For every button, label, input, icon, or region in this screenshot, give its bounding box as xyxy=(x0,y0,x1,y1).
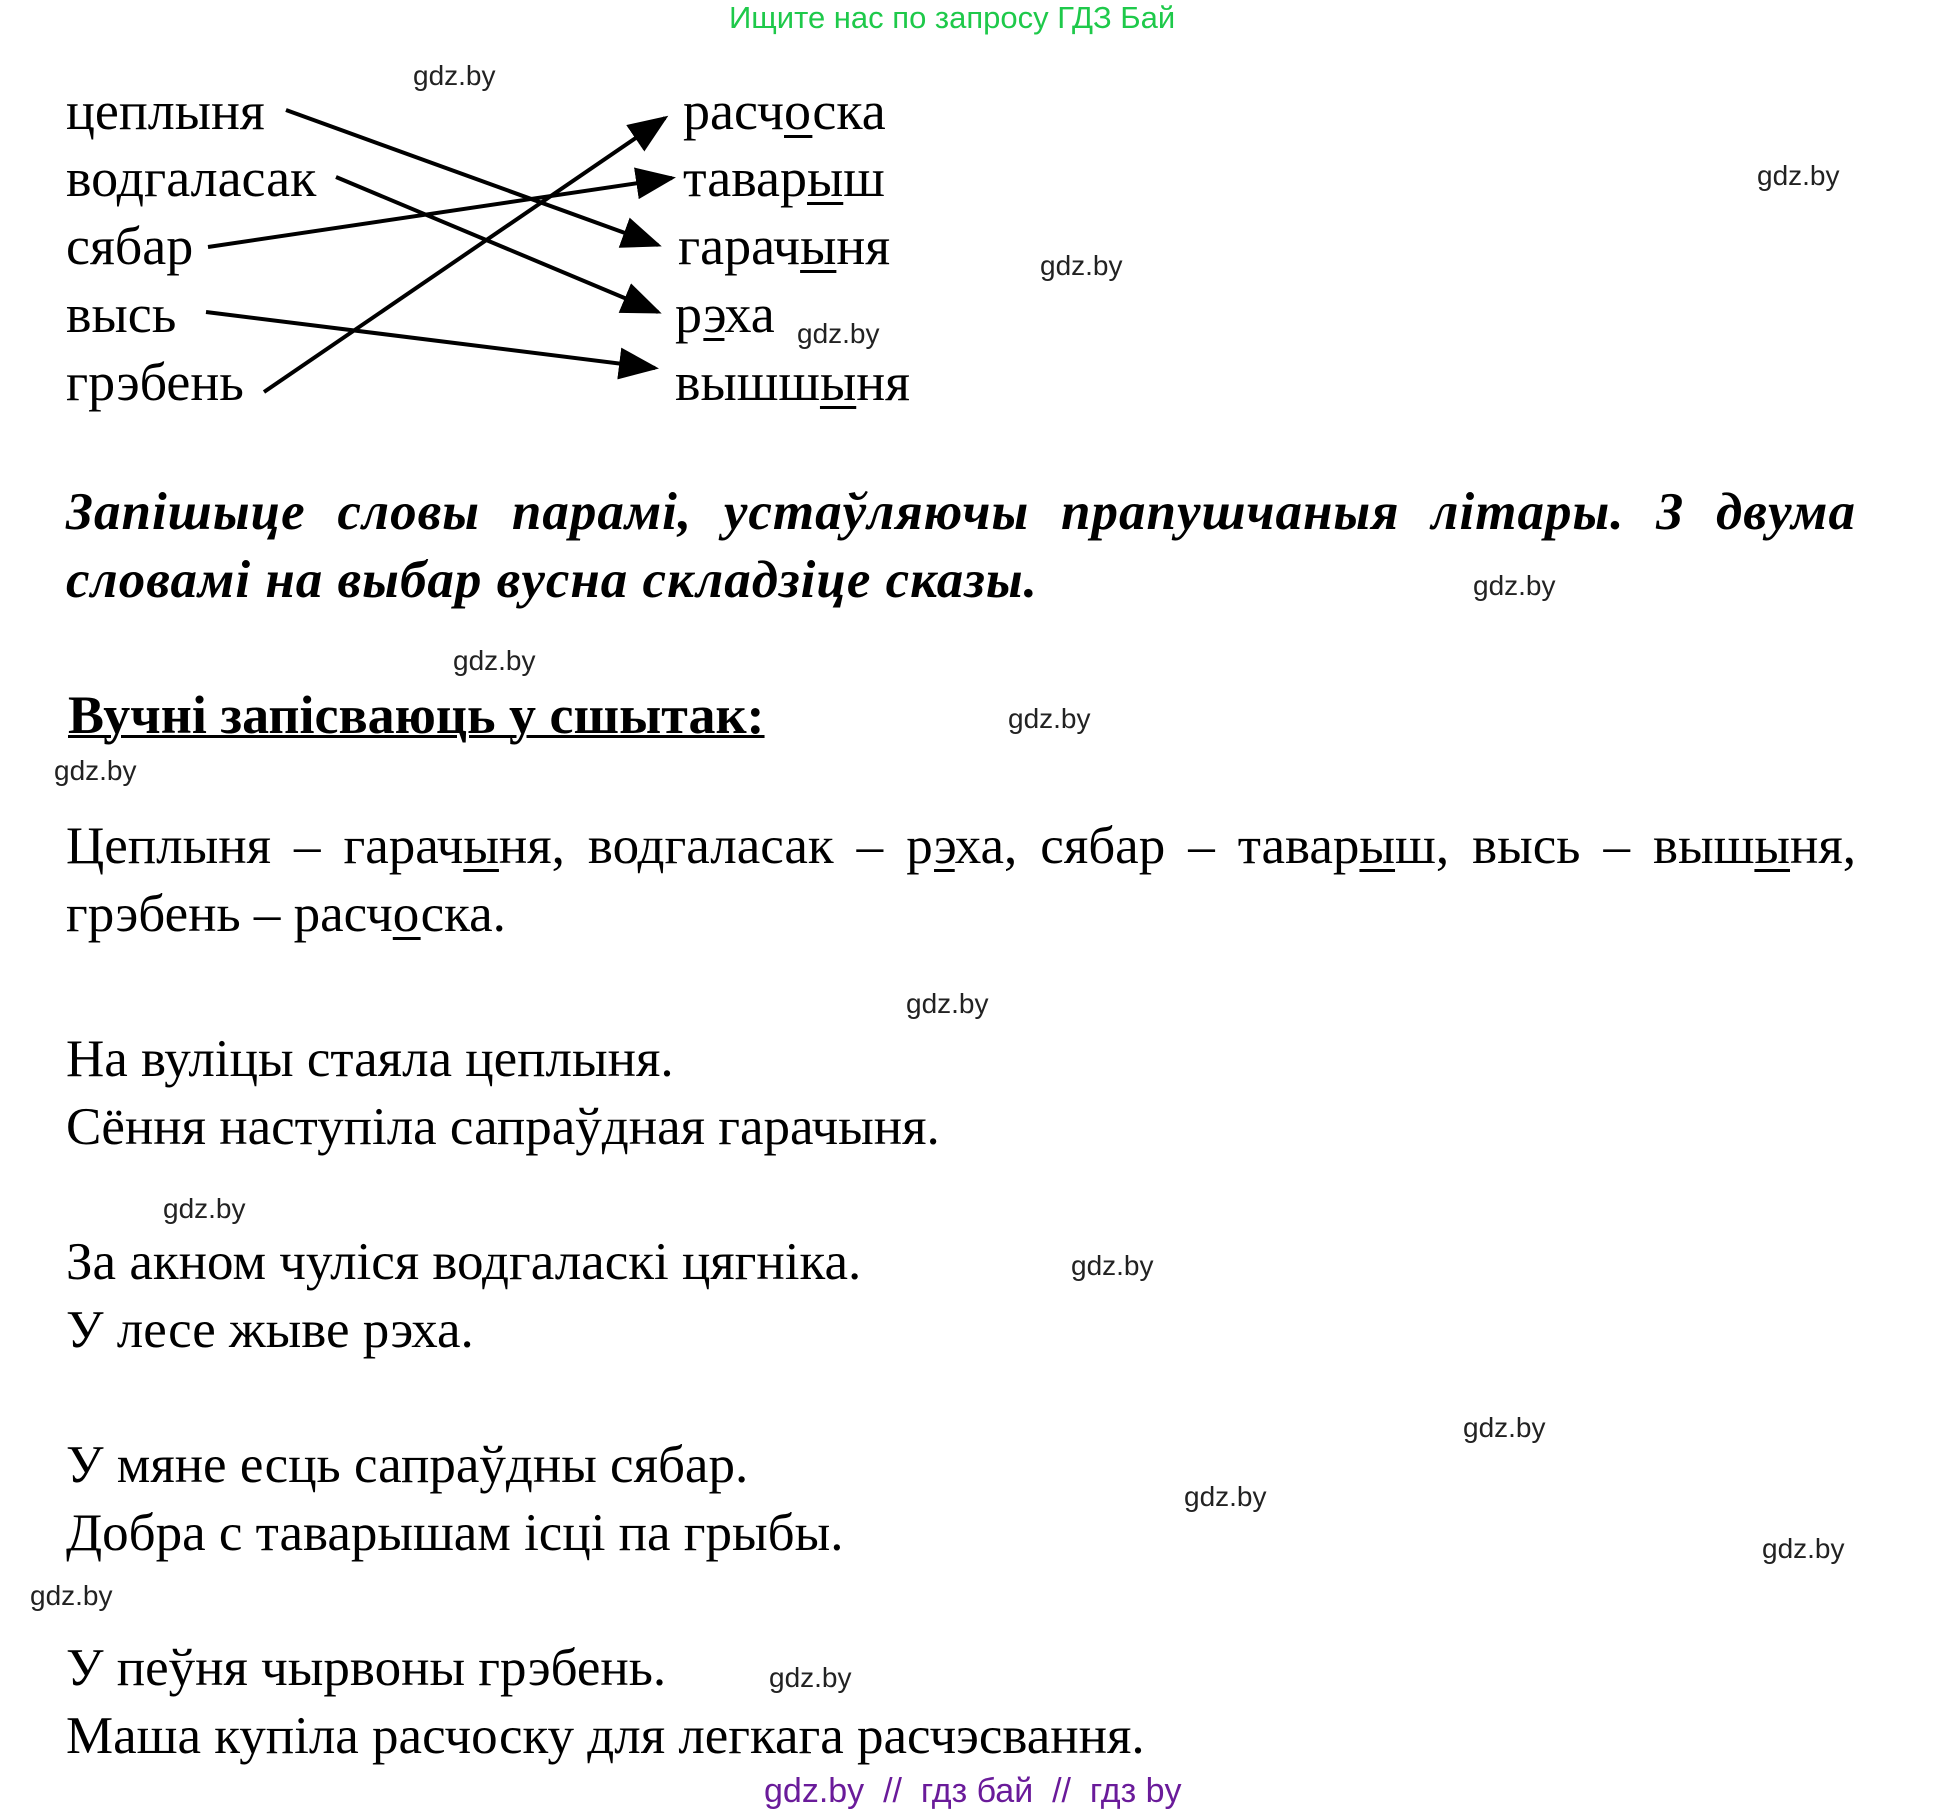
sentence: Маша купіла расчоску для легкага расчэсвання. xyxy=(66,1707,1145,1765)
right-word: вышшыня xyxy=(675,352,910,412)
watermark: gdz.by xyxy=(1463,1412,1546,1443)
watermark: gdz.by xyxy=(30,1580,113,1611)
left-word: водгаласак xyxy=(66,148,317,208)
sentence: Сёння наступіла сапраўдная гарачыня. xyxy=(66,1098,940,1156)
sentence: У лесе жыве рэха. xyxy=(66,1301,474,1359)
arrow-line xyxy=(208,178,672,247)
footer-links: gdz.by // гдз бай // гдз by xyxy=(764,1772,1182,1810)
left-word: грэбень xyxy=(66,352,244,412)
sentence: У пеўня чырвоны грэбень. xyxy=(66,1639,667,1697)
right-word: гарачыня xyxy=(678,216,891,276)
right-word: расчоска xyxy=(683,81,886,141)
watermark: gdz.by xyxy=(1071,1250,1154,1281)
left-word: высь xyxy=(66,284,177,344)
sentence: За акном чуліся водгаласкі цягніка. xyxy=(66,1233,862,1291)
arrow-line xyxy=(336,177,658,312)
watermark: gdz.by xyxy=(769,1662,852,1693)
banner-search-hint: Ищите нас по запросу ГДЗ Бай xyxy=(729,0,1176,35)
answer-paragraph: Цеплыня – гарачыня, водгаласак – рэха, сябар – таварыш, высь – вышыня, грэбень – расчоска. xyxy=(66,817,1857,943)
watermark: gdz.by xyxy=(163,1193,246,1224)
left-word: цеплыня xyxy=(66,81,265,141)
right-word: рэха xyxy=(675,284,775,344)
watermark: gdz.by xyxy=(413,60,496,91)
watermark: gdz.by xyxy=(54,755,137,786)
left-word: сябар xyxy=(66,216,194,276)
sentence: У мяне есць сапраўдны сябар. xyxy=(66,1436,749,1494)
watermark: gdz.by xyxy=(797,318,880,349)
watermark: gdz.by xyxy=(1008,703,1091,734)
watermark: gdz.by xyxy=(1040,250,1123,281)
watermark: gdz.by xyxy=(1473,570,1556,601)
watermark: gdz.by xyxy=(1757,160,1840,191)
task-instruction: Запішыце словы парамі, устаўляючы прапушчаныя літары. З двума словамі на выбар вусна складзіце сказы. xyxy=(66,483,1856,609)
watermark: gdz.by xyxy=(1184,1481,1267,1512)
sentence: На вуліцы стаяла цеплыня. xyxy=(66,1030,674,1088)
arrow-line xyxy=(264,118,665,392)
watermark: gdz.by xyxy=(453,645,536,676)
right-word: таварыш xyxy=(683,148,885,208)
watermark: gdz.by xyxy=(1762,1533,1845,1564)
watermark: gdz.by xyxy=(906,988,989,1019)
sentence: Добра с таварышам ісці па грыбы. xyxy=(66,1504,844,1562)
arrow-line xyxy=(206,312,655,368)
section-heading: Вучні запісваюць у сшытак: xyxy=(68,685,765,745)
